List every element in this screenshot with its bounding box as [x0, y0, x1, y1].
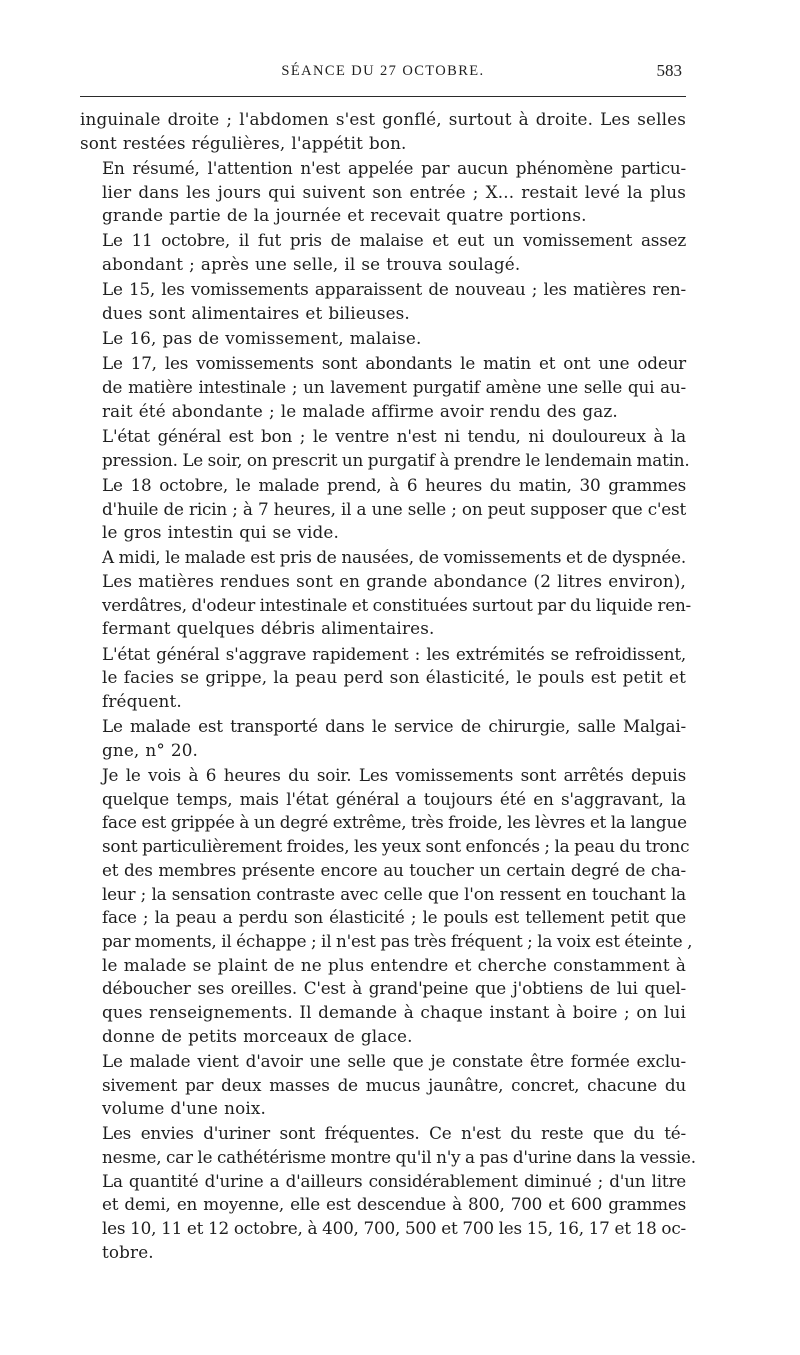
- text-line: leur ; la sensation contraste avec celle que l'on ressent en touchant la: [102, 883, 686, 904]
- text-line: grande partie de la journée et recevait quatre portions.: [102, 205, 587, 226]
- text-line: L'état général s'aggrave rapidement : les extrémités se refroidissent,: [102, 643, 686, 664]
- text-line: volume d'une noix.: [102, 1098, 266, 1119]
- text-line: rait été abondante ; le malade affirme avoir rendu des gaz.: [102, 400, 618, 421]
- text-line: déboucher ses oreilles. C'est à grand'peine que j'obtiens de lui quel-: [102, 978, 686, 999]
- text-line: et demi, en moyenne, elle est descendue à 800, 700 et 600 grammes: [102, 1194, 686, 1215]
- text-line: La quantité d'urine a d'ailleurs considérablement diminué ; d'un litre: [102, 1170, 686, 1191]
- paragraph: [80, 546, 692, 641]
- text-line: ques renseignements. Il demande à chaque instant à boire ; on lui: [102, 1001, 686, 1022]
- paragraph: [80, 474, 686, 545]
- text-line: le malade se plaint de ne plus entendre et cherche constamment à: [102, 954, 686, 975]
- text-line: pression. Le soir, on prescrit un purgatif à prendre le lendemain matin.: [102, 449, 690, 470]
- paragraph: [80, 1050, 686, 1121]
- text-line: sont particulièrement froides, les yeux sont enfoncés ; la peau du tronc: [102, 836, 690, 857]
- text-line: Le 18 octobre, le malade prend, à 6 heures du matin, 30 grammes: [102, 474, 686, 495]
- text-line: les 10, 11 et 12 octobre, à 400, 700, 500 et 700 les 15, 16, 17 et 18 oc-: [102, 1218, 686, 1239]
- text-line: Les envies d'uriner sont fréquentes. Ce n'est du reste que du té-: [102, 1123, 686, 1144]
- text-line: abondant ; après une selle, il se trouva soulagé.: [102, 254, 521, 275]
- paragraph: [80, 108, 686, 155]
- text-line: inguinale droite ; l'abdomen s'est gonflé, surtout à droite. Les selles: [80, 109, 686, 129]
- text-line: donne de petits morceaux de glace.: [102, 1025, 413, 1046]
- text-line: Le 17, les vomissements sont abondants le matin et ont une odeur: [102, 353, 686, 374]
- paragraph: [80, 157, 686, 228]
- text-line: face est grippée à un degré extrême, très froide, les lèvres et la langue: [102, 812, 687, 833]
- text-line: Le malade vient d'avoir une selle que je constate être formée exclu-: [102, 1050, 686, 1071]
- text-line: fréquent.: [102, 691, 182, 711]
- text-line: gne, n° 20.: [102, 739, 199, 760]
- text-line: quelque temps, mais l'état général a toujours été en s'aggravant, la: [102, 788, 686, 809]
- text-line: tobre.: [102, 1241, 154, 1262]
- paragraph: [80, 715, 686, 762]
- paragraph: [80, 425, 690, 472]
- page-number: 583: [656, 61, 682, 80]
- text-line: L'état général est bon ; le ventre n'est ni tendu, ni douloureux à la: [102, 425, 686, 446]
- paragraph: [80, 764, 693, 1048]
- text-line: sont restées régulières, l'appétit bon.: [80, 132, 407, 153]
- paragraph: [80, 352, 686, 423]
- text-line: face ; la peau a perdu son élasticité ; le pouls est tellement petit que: [102, 907, 686, 928]
- text-line: et des membres présente encore au toucher un certain degré de cha-: [102, 859, 686, 880]
- text-line: de matière intestinale ; un lavement purgatif amène une selle qui au-: [102, 377, 686, 398]
- text-line: fermant quelques débris alimentaires.: [102, 618, 435, 639]
- paragraph: [80, 643, 686, 714]
- text-line: sivement par deux masses de mucus jaunâtre, concret, chacune du: [102, 1074, 686, 1095]
- paragraph: [80, 1122, 696, 1264]
- text-line: nesme, car le cathétérisme montre qu'il n'y a pas d'urine dans la vessie.: [102, 1147, 696, 1168]
- text-line: En résumé, l'attention n'est appelée par aucun phénomène particu-: [102, 157, 686, 178]
- text-line: par moments, il échappe ; il n'est pas très fréquent ; la voix est éteinte ,: [102, 930, 693, 951]
- paragraph: [80, 229, 686, 276]
- text-line: Le malade est transporté dans le service de chirurgie, salle Malgai-: [102, 716, 686, 737]
- text-line: Les matières rendues sont en grande abondance (2 litres environ),: [102, 571, 686, 592]
- header-rule: [80, 96, 686, 97]
- text-line: Le 16, pas de vomissement, malaise.: [102, 328, 422, 349]
- text-line: Je le vois à 6 heures du soir. Les vomissements sont arrêtés depuis: [102, 765, 686, 786]
- text-line: verdâtres, d'odeur intestinale et constituées surtout par du liquide ren-: [102, 594, 692, 615]
- paragraph: [80, 278, 686, 325]
- paragraph: [80, 327, 686, 351]
- text-line: le gros intestin qui se vide.: [102, 522, 339, 543]
- text-line: d'huile de ricin ; à 7 heures, il a une selle ; on peut supposer que c'est: [102, 498, 686, 519]
- text-line: dues sont alimentaires et bilieuses.: [102, 303, 410, 323]
- text-line: Le 11 octobre, il fut pris de malaise et eut un vomissement assez: [102, 230, 686, 251]
- text-line: lier dans les jours qui suivent son entrée ; X... restait levé la plus: [102, 181, 686, 202]
- running-title: SÉANCE DU 27 OCTOBRE.: [281, 63, 485, 79]
- text-line: le facies se grippe, la peau perd son élasticité, le pouls est petit et: [102, 667, 686, 688]
- body-text: [80, 108, 696, 1266]
- text-line: A midi, le malade est pris de nausées, de vomissements et de dyspnée.: [102, 547, 686, 568]
- text-line: Le 15, les vomissements apparaissent de nouveau ; les matières ren-: [102, 279, 686, 300]
- running-head: [80, 58, 686, 84]
